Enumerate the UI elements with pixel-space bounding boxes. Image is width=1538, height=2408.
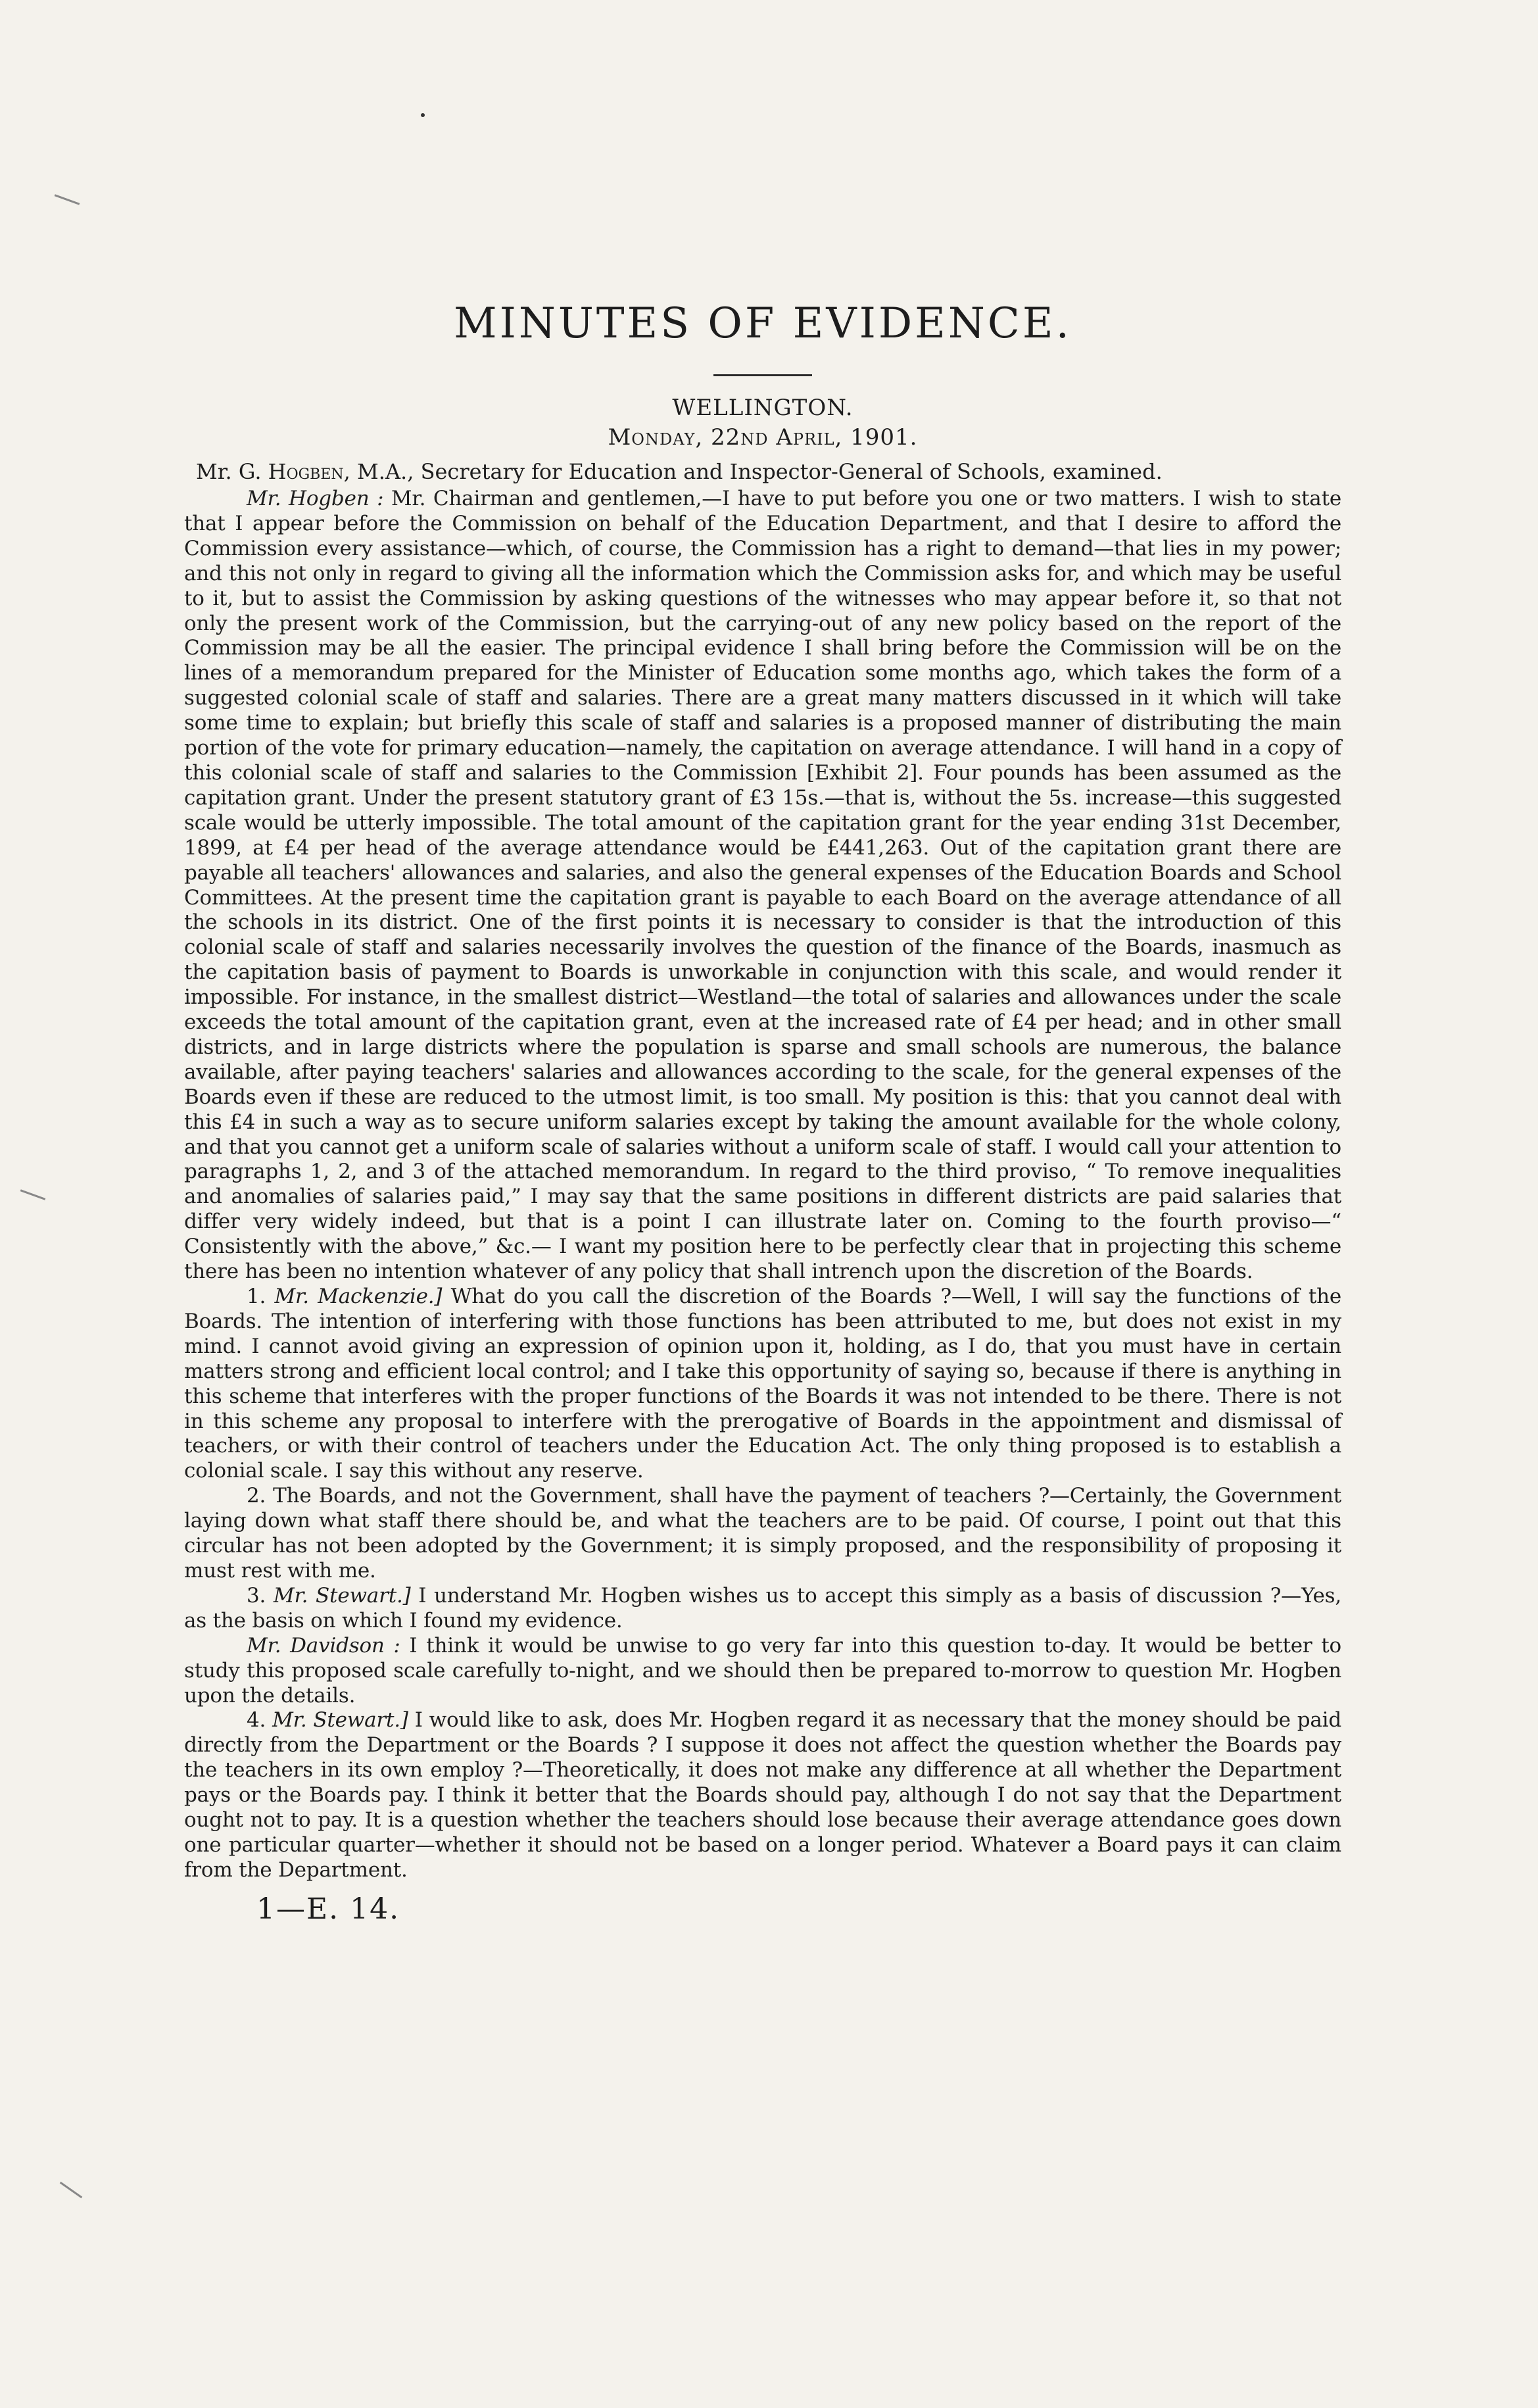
speaker: Mr. Stewart.] bbox=[273, 1583, 411, 1608]
title-rule bbox=[713, 374, 812, 376]
margin-mark bbox=[60, 2182, 82, 2198]
evidence-paragraph: 2. The Boards, and not the Government, shall have the payment of teachers ?—Certainly, the Government laying down what staff there should be, and what the teachers are to be paid. Of course, I point out that this circular has not been adopted by the Government; it is simply proposed, and the responsibility of proposing it must rest with me. bbox=[184, 1484, 1341, 1583]
page-title: MINUTES OF EVIDENCE. bbox=[454, 299, 1072, 348]
question-number: 2. bbox=[247, 1484, 266, 1508]
document-page bbox=[184, 299, 1341, 1926]
speaker: Mr. Davidson : bbox=[247, 1633, 400, 1658]
question-number: 3. bbox=[247, 1583, 266, 1608]
speaker: Mr. Hogben : bbox=[247, 487, 384, 510]
margin-mark bbox=[55, 194, 80, 205]
place-heading: WELLINGTON. bbox=[672, 395, 853, 421]
page-folio: 1—E. 14. bbox=[256, 1892, 400, 1926]
evidence-paragraph: Mr. Hogben : Mr. Chairman and gentlemen,—I have to put before you one or two matters. I wish to state that I appear before the Commission on behalf of the Education Department, and that I desire to afford the Commission every assistance—which, of course, the Commission has a right to demand—that lies in my power; and this not only in regard to giving all the information which the Commission asks for, and which may be useful to it, but to assist the Commission by asking questions of the witnesses who may appear before it, so that not only the present work of the Commission, but the carrying-out of any new policy based on the report of the Commission may be all the easier. The principal evidence I shall bring before the Commission will be on the lines of a memorandum prepared for the Minister of Education some months ago, which takes the form of a suggested colonial scale of staff and salaries. There are a great many matters discussed in it which will take some time to explain; but briefly this scale of staff and salaries is a proposed manner of distributing the main portion of the vote for primary education—namely, the capitation on average attendance. I will hand in a copy of this colonial scale of staff and salaries to the Commission [Exhibit 2]. Four pounds has been assumed as the capitation grant. Under the present statutory grant of £3 15s.—that is, without the 5s. increase—this suggested scale would be utterly impossible. The total amount of the capitation grant for the year ending 31st December, 1899, at £4 per head of the average attendance would be £441,263. Out of the capitation grant there are payable all teachers' allowances and salaries, and also the general expenses of the Education Boards and School Committees. At the present time the capitation grant is payable to each Board on the average attendance of all the schools in its district. One of the first points it is necessary to consider is that the introduction of this colonial scale of staff and salaries necessarily involves the question of the finance of the Boards, inasmuch as the capitation basis of payment to Boards is unworkable in conjunction with this scale, and would render it impossible. For instance, in the smallest district—Westland—the total of salaries and allowances under the scale exceeds the total amount of the capitation grant, even at the increased rate of £4 per head; and in other small districts, and in large districts where the population is sparse and small schools are numerous, the balance available, after paying teachers' salaries and allowances according to the scale, for the general expenses of the Boards even if these are reduced to the utmost limit, is too small. My position is this: that you cannot deal with this £4 in such a way as to secure uniform salaries except by taking the amount available for the whole colony, and that you cannot get a uniform scale of salaries without a uniform scale of staff. I would call your attention to paragraphs 1, 2, and 3 of the attached memorandum. In regard to the third proviso, “ To remove inequalities and anomalies of salaries paid,” I may say that the same positions in different districts are paid salaries that differ very widely indeed, but that is a point I can illustrate later on. Coming to the fourth proviso—“ Consistently with the above,” &c.— I want my position here to be perfectly clear that in projecting this scheme there has been no intention whatever of any policy that shall intrench upon the discretion of the Boards. bbox=[184, 487, 1341, 1284]
speaker: Mr. Stewart.] bbox=[272, 1708, 408, 1732]
evidence-paragraph: 1. Mr. Mackenzie.] What do you call the discretion of the Boards ?—Well, I will say the functions of the Boards. The intention of interfering with those functions has been attributed to me, but does not exist in my mind. I cannot avoid giving an expression of opinion upon it, holding, as I do, that you must have in certain matters strong and efficient local control; and I take this opportunity of saying so, because if there is anything in this scheme that interferes with the proper functions of the Boards it was not intended to be there. There is not in this scheme any proposal to interfere with the prerogative of Boards in the appointment and dismissal of teachers, or with their control of teachers under the Education Act. The only thing proposed is to establish a colonial scale. I say this without any reserve. bbox=[184, 1285, 1342, 1483]
evidence-paragraph: 4. Mr. Stewart.] I would like to ask, does Mr. Hogben regard it as necessary that the money should be paid directly from the Department or the Boards ? I suppose it does not affect the question whether the Boards pay the teachers in its own employ ?—Theoretically, it does not make any difference at all whether the Department pays or the Boards pay. I think it better that the Boards should pay, although I do not say that the Department ought not to pay. It is a question whether the teachers should lose because their average attendance goes down one particular quarter—whether it should not be based on a longer period. Whatever a Board pays it can claim from the Department. bbox=[184, 1708, 1341, 1882]
evidence-paragraph: Mr. Davidson : I think it would be unwise to go very far into this question to-day. It would be better to study this proposed scale carefully to-night, and we should then be prepared to-morrow to question Mr. Hogben upon the details. bbox=[184, 1633, 1341, 1708]
date-heading: Monday, 22nd April, 1901. bbox=[608, 424, 918, 451]
witness-line: Mr. G. Hogben, M.A., Secretary for Education and Inspector-General of Schools, examined. bbox=[196, 459, 1163, 484]
ink-speck bbox=[421, 113, 425, 117]
evidence-paragraph: 3. Mr. Stewart.] I understand Mr. Hogben wishes us to accept this simply as a basis of discussion ?—Yes, as the basis on which I found my evidence. bbox=[184, 1583, 1342, 1633]
question-number: 4. bbox=[247, 1708, 266, 1732]
speaker: Mr. Mackenzie.] bbox=[274, 1285, 443, 1308]
margin-mark bbox=[20, 1189, 46, 1200]
question-number: 1. bbox=[247, 1285, 266, 1308]
